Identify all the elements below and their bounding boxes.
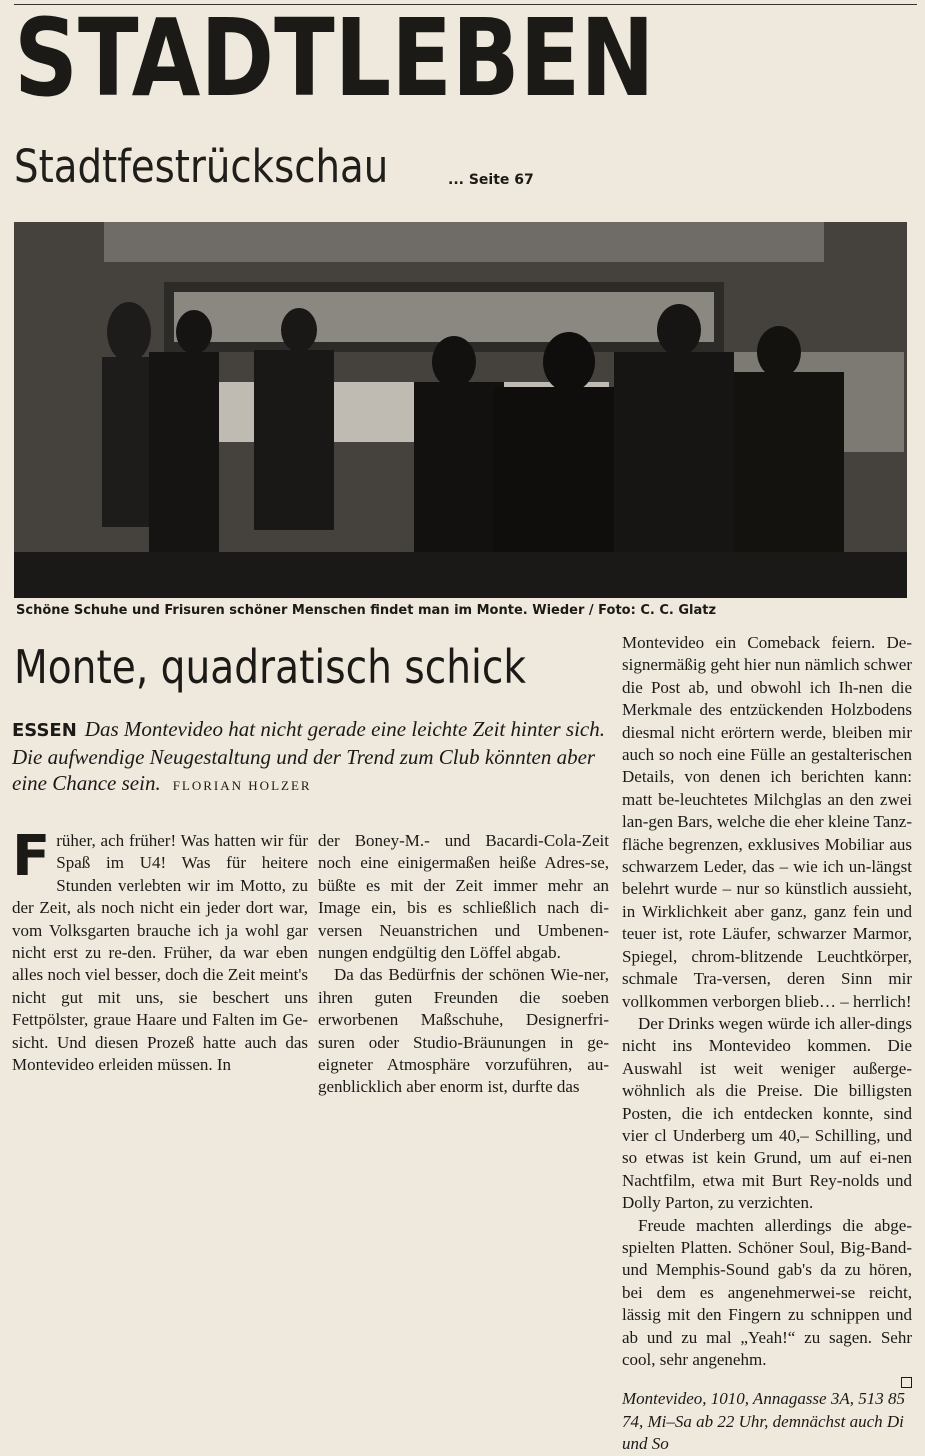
column-3-paragraph-2: Der Drinks wegen würde ich aller-dings nicht ins Montevideo kommen. Die Auswahl ist weit weniger außerge-wöhnlich als die Preise. Die billigsten Posten, die ich entdecken konnte, sind vier cl Underberg um 40,– Schilling, und so etwas ist kein Grund, um auf ei-nen Nachtfilm, etwa mit Burt Rey-nolds und Dolly Parton, zu verzichten. (622, 1013, 912, 1213)
text-column-1 (12, 824, 308, 1076)
section-masthead: STADTLEBEN (14, 0, 655, 121)
section-kicker: Stadtfestrückschau (14, 140, 389, 193)
column-1-paragraph (12, 824, 308, 1076)
column-2-paragraph-1: der Boney-M.- und Bacardi-Cola-Zeit noch eine einigermaßen heiße Adres-se, büßte es mit der Zeit immer mehr an Image ein, bis es schließlich nach di-versen Neuanstrichen und Umbenen-nungen endgültig den Löffel abgab. (318, 831, 609, 963)
drop-cap: F (12, 824, 51, 889)
article-photo (14, 222, 907, 598)
kicker-wrap (14, 140, 449, 193)
text-column-3 (622, 632, 912, 1456)
column-3-paragraph-3: Freude machten allerdings die abge-spielten Platten. Schöner Soul, Big-Band- und Memphis-Sound gab's da zu hören, bei dem es angenehmerwei-se reicht, lässig mit den Fingern zu schnippen und ab und zu mal „Yeah!“ zu sagen. Sehr cool, sehr angenehm. (622, 1215, 912, 1369)
photo-illustration (14, 222, 907, 598)
text-column-2 (318, 830, 609, 1099)
column-1-text: rüher, ach früher! Was hatten wir für Spaß im U4! Was für heitere Stunden verlebten wir im Motto, zu der Zeit, als noch nicht ein jeder dort war, vom Volksgarten brauche ich ja wohl gar nicht erst zu re-den. Früher, da war eben alles noch viel besser, doch die Zeit meint's nicht gut mit uns, sie beschert uns Fettpölster, graue Haare und Falten im Ge-sicht. Und diesen Prozeß hatte auch das Montevideo erleiden müssen. In (12, 831, 308, 1075)
headline-wrap (14, 640, 616, 694)
lead-text: Das Montevideo hat nicht gerade eine leichte Zeit hinter sich. Die aufwendige Neugestaltung und der Trend zum Club könnten aber eine Chance sein. (12, 717, 605, 795)
article-author: FLORIAN HOLZER (172, 778, 312, 793)
lead-location: ESSEN (12, 720, 77, 741)
photo-caption: Schöne Schuhe und Frisuren schöner Menschen findet man im Monte. Wieder / Foto: C. C. Glatz (16, 603, 717, 618)
page-reference: ... Seite 67 (448, 172, 534, 188)
article-lead (12, 716, 608, 799)
venue-info: Montevideo, 1010, Annagasse 3A, 513 85 74, Mi–Sa ab 22 Uhr, demnächst auch Di und So (622, 1389, 905, 1454)
article-headline: Monte, quadratisch schick (14, 640, 527, 694)
column-3-paragraph-1: Montevideo ein Comeback feiern. De-signermäßig geht hier nun nämlich schwer die Post ab, und obwohl ich Ih-nen die Merkmale des entzückenden Holzbodens diesmal nicht erörtern werde, bleiben mir auch so noch eine Fülle an gestalterischen Details, von denen ich berichten kann: matt be-leuchtetes Milchglas an den zwei lan-gen Bars, welche die eher kleine Tanz-fläche begrenzen, exklusives Mobiliar aus schwarzem Leder, das – wie ich un-längst belehrt wurde – nur so künstlich aussieht, in Wirklichkeit aber ganz, ganz fein und teuer ist, rote Läufer, schwarzer Marmor, Spiegel, chrom-blitzende Leuchtkörper, schmale Tra-versen, deren Sinn mir vollkommen verborgen blieb… – herrlich! (622, 633, 912, 1011)
end-of-article-mark (901, 1377, 912, 1388)
column-2-paragraph-2: Da das Bedürfnis der schönen Wie-ner, ihren guten Freunden die soeben erworbenen Maßschuhe, Designerfri-suren oder Studio-Bräunungen in ge-eigneter Atmosphäre vorzuführen, au-genblicklich aber enorm ist, durfte das (318, 965, 609, 1097)
